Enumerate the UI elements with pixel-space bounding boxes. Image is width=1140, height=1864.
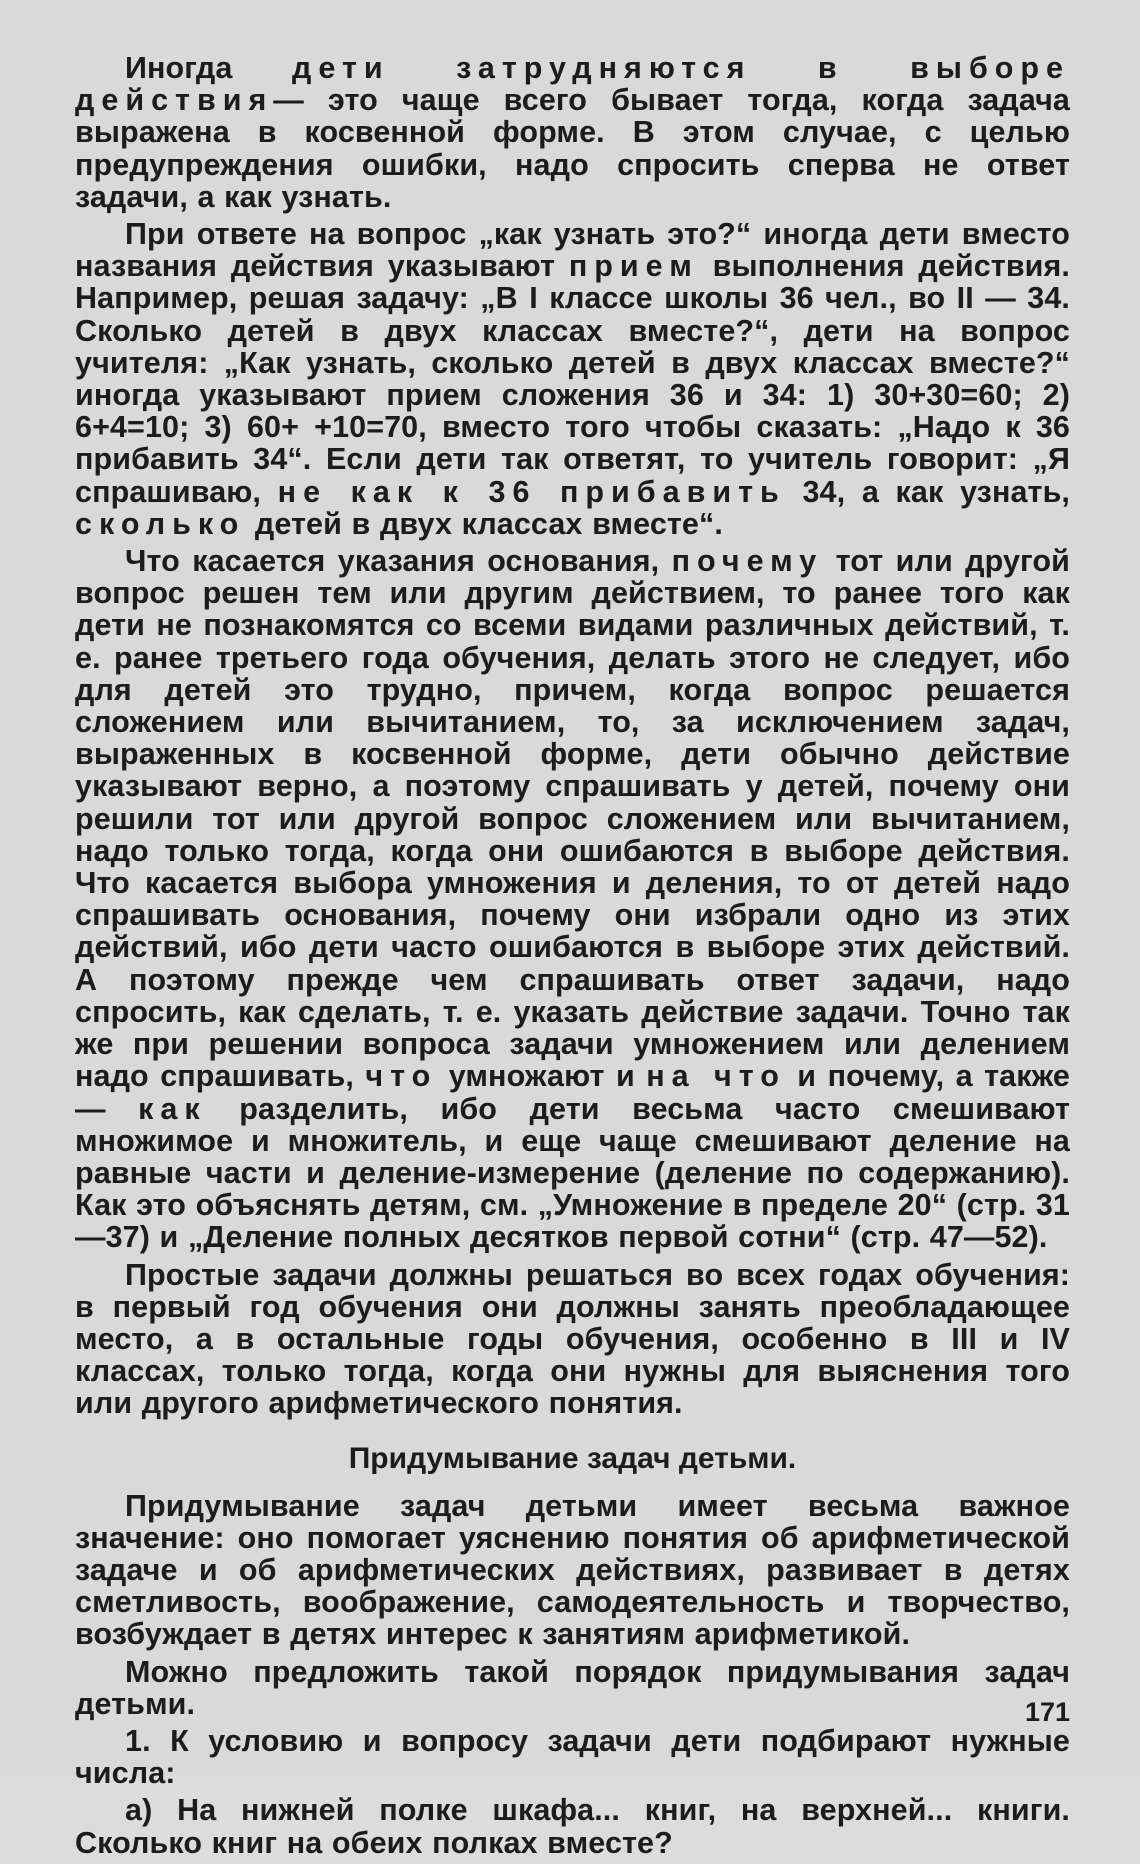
text-segment: умножают и bbox=[437, 1059, 647, 1094]
spaced-emphasis: почему bbox=[671, 544, 824, 579]
section-heading: Придумывание задач детьми. bbox=[348, 1441, 797, 1475]
paragraph-7: 1. К условию и вопросу задачи дети подбирают нужные числа: bbox=[75, 1723, 1070, 1791]
text-segment: При ответе на вопрос „как узнать это?“ иногда дети вместо названия действия указывают bbox=[75, 217, 1070, 284]
spaced-emphasis: прием bbox=[568, 249, 699, 284]
text-segment: разделить, ибо дети весьма часто смешивают множимое и множитель, и еще чаще смешивают деление на равные части и деление-измерение (деление по содержанию). Как это объяснять детям, см. „Умножение в пределе 20“ (стр. 31—37) и „Деление полных десятков первой сотни“ (стр. 47—52). bbox=[75, 1091, 1070, 1255]
spaced-emphasis: как bbox=[138, 1091, 207, 1126]
text-segment: и почему, а также — bbox=[75, 1059, 1070, 1126]
spaced-emphasis: дети затрудняются в выборе действия bbox=[75, 51, 1071, 118]
text-segment: тот или другой вопрос решен тем или другим действием, то ранее того как дети не познакомятся со всеми видами различных действий, т. е. ранее третьего года обучения, делать этого не следует, ибо для детей это трудно, причем, когда вопрос решается сложением или вычитанием, то, за исключением задач, выраженных в косвенной форме, дети обычно действие указывают верно, а поэтому спрашивать у детей, почему они решили тот или другой вопрос сложением или вычитанием, надо только тогда, когда они ошибаются в выборе действия. Что касается выбора умножения и деления, то от детей надо спрашивать основания, почему они избрали одно из этих действий, ибо дети часто ошибаются в выборе этих действий. А поэтому прежде чем спрашивать ответ задачи, надо спросить, как сделать, т. е. указать действие задачи. Точно так же при решении вопроса задачи умножением или делением надо спрашивать, bbox=[75, 544, 1071, 1094]
page-content bbox=[75, 52, 1070, 1864]
text-segment: — это чаще всего бывает тогда, когда задача выражена в косвенной форме. В этом случае, с целью предупреждения ошибки, надо спросить сперва не ответ задачи, а как узнать. bbox=[75, 83, 1070, 214]
paragraph-6: Можно предложить такой порядок придумывания задач детьми. bbox=[75, 1654, 1070, 1721]
text-segment: Иногда bbox=[125, 51, 293, 85]
page-number: 171 bbox=[1024, 1697, 1070, 1727]
spaced-emphasis: что bbox=[365, 1059, 438, 1094]
spaced-emphasis: на что bbox=[646, 1059, 786, 1094]
paragraph-2 bbox=[75, 218, 1070, 540]
text-segment: детей в двух классах вместе“. bbox=[245, 506, 723, 541]
paragraph-1 bbox=[75, 52, 1070, 213]
paragraph-8: а) На нижней полке шкафа... книг, на верхней... книги. Сколько книг на обеих полках вместе? bbox=[75, 1793, 1070, 1860]
spaced-emphasis: не как к 36 прибавить bbox=[277, 474, 786, 509]
paragraph-4 bbox=[75, 1259, 1070, 1420]
text-segment: выполнения действия. Например, решая задачу: „В I классе школы 36 чел., во II — 34. Сколько детей в двух классах вместе?“, дети на вопрос учителя: „Как узнать, сколько детей в двух классах вместе?“ иногда указывают прием сложения 36 и 34: 1) 30+30=60; 2) 6+4=10; 3) 60+ +10=70, вместо того чтобы сказать: „Надо к 36 прибавить 34“. Если дети так ответят, то учитель говорит: „Я спрашиваю, bbox=[75, 249, 1071, 509]
text-segment: Простые задачи должны решаться во всех годах обучения: в первый год обучения они должны занять преобладающее место, а в остальные годы обучения, особенно в III и IV классах, только тогда, когда они нужны для выяснения того или другого арифметического понятия. bbox=[75, 1257, 1070, 1421]
text-segment: Что касается указания основания, bbox=[125, 544, 672, 579]
text-segment: 34, а как узнать, bbox=[785, 474, 1070, 509]
paragraph-5: Придумывание задач детьми имеет весьма важное значение: оно помогает уяснению понятия об арифметической задаче и об арифметических действиях, развивает в детях сметливость, воображение, самодеятельность и творчество, возбуждает в детях интерес к занятиям арифметикой. bbox=[75, 1488, 1070, 1652]
spaced-emphasis: сколько bbox=[75, 506, 246, 541]
paragraph-3 bbox=[75, 545, 1070, 1253]
